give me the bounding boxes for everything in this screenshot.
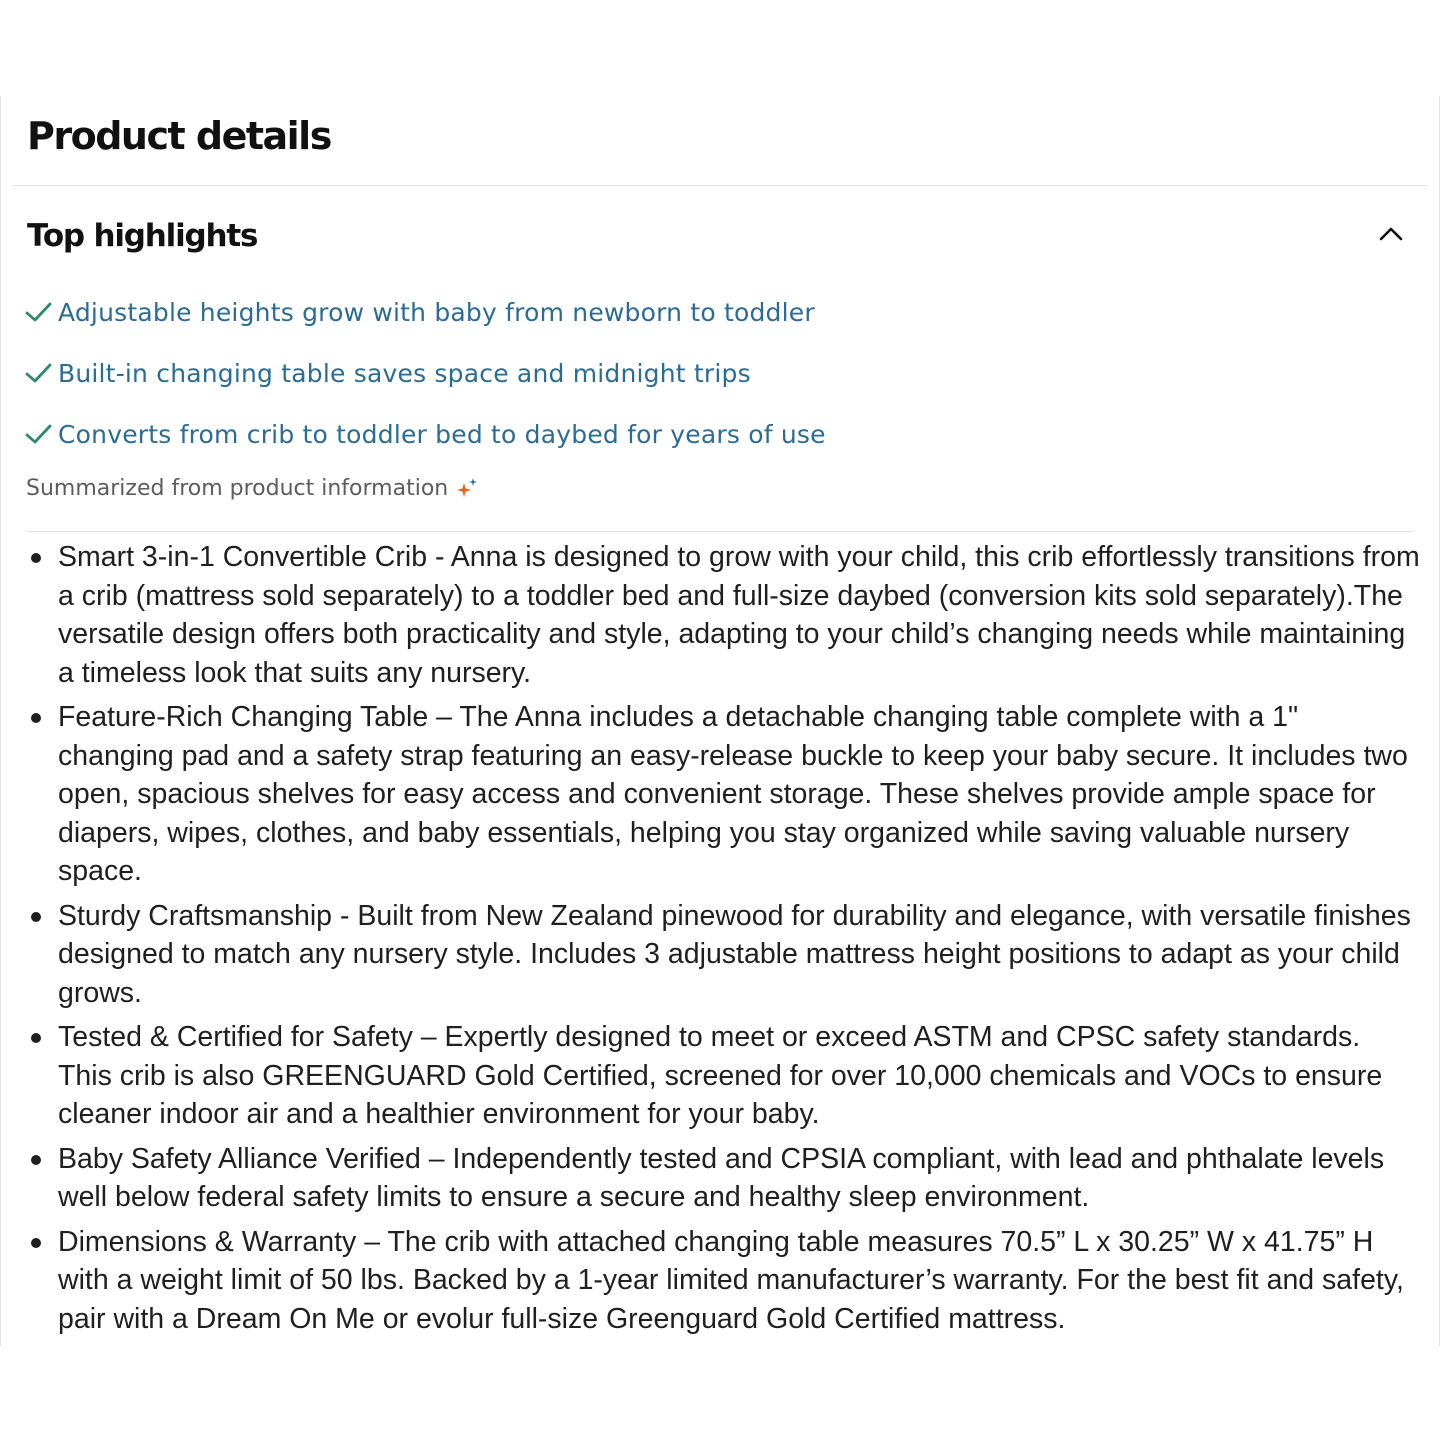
summary-note-text: Summarized from product information xyxy=(26,475,449,501)
highlight-item xyxy=(24,414,826,454)
bullet-icon xyxy=(31,1238,41,1248)
highlights-list xyxy=(24,292,826,475)
bullet-icon xyxy=(31,553,41,563)
highlight-item xyxy=(24,353,826,393)
bullet-icon xyxy=(31,912,41,922)
detail-item xyxy=(58,1018,1420,1134)
detail-text: Smart 3-in-1 Convertible Crib - Anna is designed to grow with your child, this crib effortlessly transitions from a crib (mattress sold separately) to a toddler bed and full-size daybed (conversion kits sold separately).The versatile design offers both practicality and style, adapting to your child’s changing needs while maintaining a timeless look that suits any nursery. xyxy=(58,541,1420,689)
detail-text: Dimensions & Warranty – The crib with attached changing table measures 70.5” L x 30.25” W x 41.75” H with a weight limit of 50 lbs. Backed by a 1-year limited manufacturer’s warranty. For the best fit and safety, pair with a Dream On Me or evolur full-size Greenguard Gold Certified mattress. xyxy=(58,1225,1404,1335)
detail-text: Sturdy Craftsmanship - Built from New Zealand pinewood for durability and elegance, with versatile finishes designed to match any nursery style. Includes 3 adjustable mattress height positions to adapt as your child grows. xyxy=(58,899,1411,1009)
collapse-button[interactable] xyxy=(1369,214,1413,254)
highlight-item xyxy=(24,292,826,332)
detail-text: Tested & Certified for Safety – Expertly designed to meet or exceed ASTM and CPSC safety standards. This crib is also GREENGUARD Gold Certified, screened for over 10,000 chemicals and VOCs to ensure cleaner indoor air and a healthier environment for your baby. xyxy=(58,1021,1383,1130)
detail-item xyxy=(58,1140,1420,1217)
product-details-list xyxy=(58,538,1420,1344)
detail-text: Feature-Rich Changing Table – The Anna includes a detachable changing table complete with a 1" changing pad and a safety strap featuring an easy-release buckle to keep your baby secure. It includes two open, spacious shelves for easy access and convenient storage. These shelves provide ample space for diapers, wipes, clothes, and baby essentials, helping you stay organized while saving valuable nursery space. xyxy=(58,701,1408,887)
summary-note xyxy=(26,475,480,501)
highlight-text: Converts from crib to toddler bed to daybed for years of use xyxy=(58,419,826,449)
check-icon xyxy=(24,298,52,326)
title-divider xyxy=(11,185,1429,186)
chevron-up-icon xyxy=(1377,220,1405,248)
detail-text: Baby Safety Alliance Verified – Independently tested and CPSIA compliant, with lead and phthalate levels well below federal safety limits to ensure a secure and healthy sleep environment. xyxy=(58,1142,1385,1213)
highlight-text: Adjustable heights grow with baby from newborn to toddler xyxy=(58,297,815,327)
check-icon xyxy=(24,359,52,387)
detail-item xyxy=(58,538,1420,692)
detail-item xyxy=(58,897,1420,1013)
sparkle-icon xyxy=(454,475,480,501)
highlight-text: Built-in changing table saves space and midnight trips xyxy=(58,358,751,388)
page-title: Product details xyxy=(27,114,331,158)
detail-item xyxy=(58,698,1420,891)
bullet-icon xyxy=(31,1155,41,1165)
section-title: Top highlights xyxy=(27,218,258,254)
top-highlights-header[interactable] xyxy=(27,214,1413,262)
check-icon xyxy=(24,420,52,448)
detail-item xyxy=(58,1223,1420,1339)
bullet-icon xyxy=(31,713,41,723)
list-divider xyxy=(26,531,1414,532)
bullet-icon xyxy=(31,1033,41,1043)
